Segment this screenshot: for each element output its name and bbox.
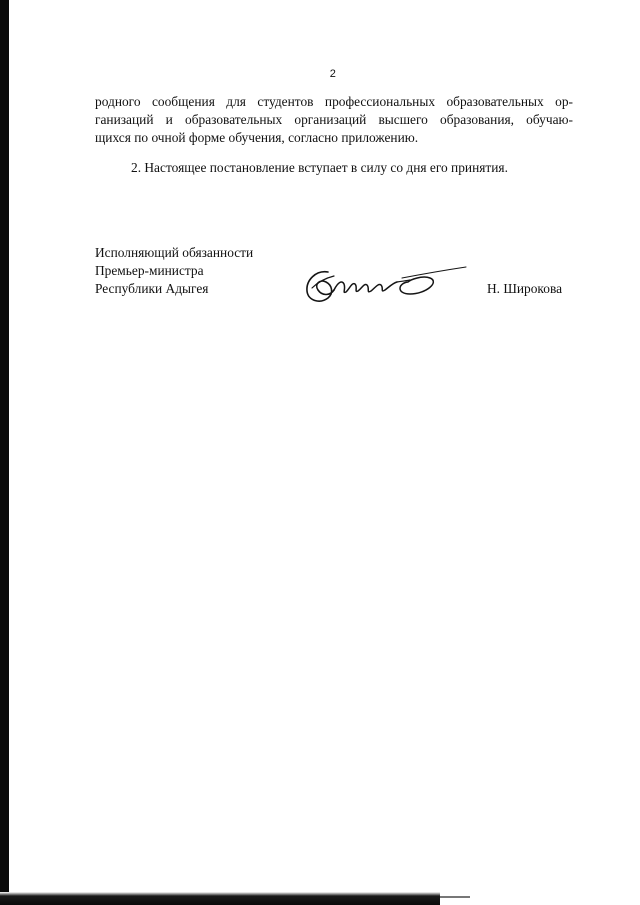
signatory-position-line: Исполняющий обязанности bbox=[95, 245, 254, 260]
paragraph-line: щихся по очной форме обучения, согласно приложению. bbox=[95, 130, 419, 145]
signatory-position-line: Премьер-министра bbox=[95, 263, 204, 278]
page-number: 2 bbox=[329, 68, 337, 80]
signatory-position bbox=[95, 244, 253, 298]
scan-edge-bottom-tail bbox=[440, 896, 470, 898]
signatory-name: Н. Широкова bbox=[487, 281, 563, 296]
scan-edge-left bbox=[0, 0, 9, 905]
paragraph-effective-date: 2. Настоящее постановление вступает в силу со дня его принятия. bbox=[131, 160, 508, 175]
paragraph-line: ганизаций и образовательных организаций высшего образования, обучаю- bbox=[95, 112, 573, 127]
paragraph-continuation bbox=[95, 93, 573, 147]
signatory-position-line: Республики Адыгея bbox=[95, 281, 209, 296]
handwritten-signature-icon bbox=[298, 258, 470, 308]
scan-edge-bottom bbox=[0, 892, 440, 905]
paragraph-line: родного сообщения для студентов профессиональных образовательных ор- bbox=[95, 94, 573, 109]
